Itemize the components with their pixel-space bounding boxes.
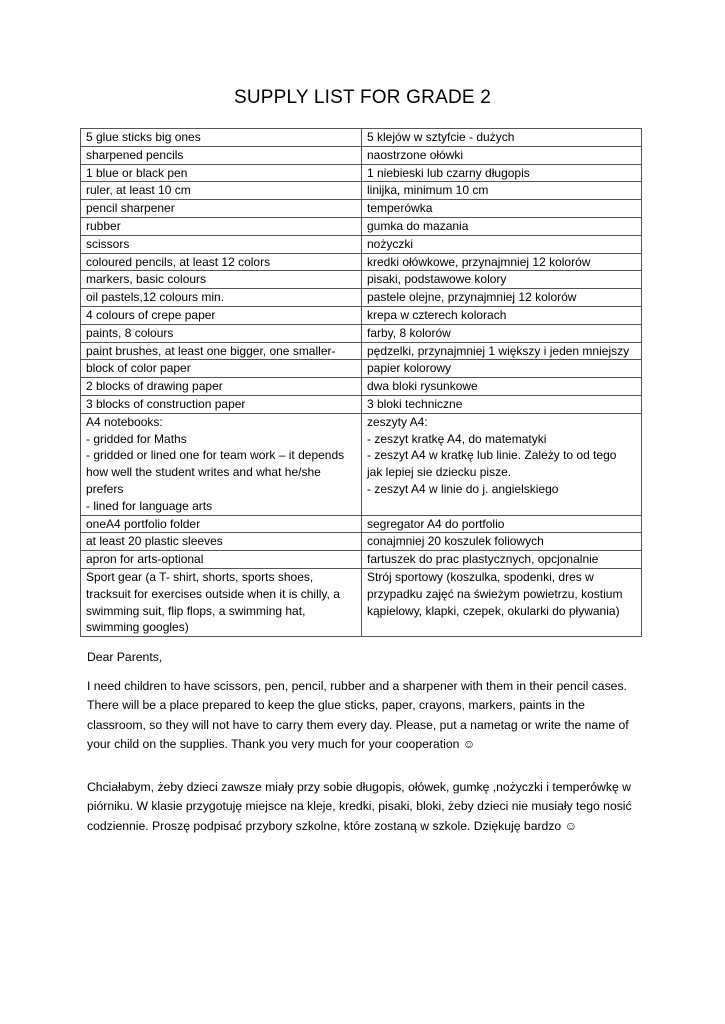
table-row (81, 217, 642, 235)
item-polish: linijka, minimum 10 cm (362, 182, 642, 200)
item-english: pencil sharpener (81, 200, 362, 218)
item-english: ruler, at least 10 cm (81, 182, 362, 200)
item-english: 3 blocks of construction paper (81, 395, 362, 413)
item-polish: segregator A4 do portfolio (362, 515, 642, 533)
item-polish: zeszyty A4: - zeszyt kratkę A4, do matematyki - zeszyt A4 w kratkę lub linie. Zależy to od tego jak lepiej sie dziecku pisze. - zeszyt A4 w linie do j. angielskiego (362, 413, 642, 515)
letter-english-paragraph: I need children to have scissors, pen, pencil, rubber and a sharpener with them in their pencil cases. There will be a place prepared to keep the glue sticks, paper, crayons, markers, paints in the classroom, so they will not have to carry them every day. Please, put a nametag or write the name of your child on the supplies. Thank you very much for your cooperation ☺ (87, 679, 629, 751)
table-row (81, 271, 642, 289)
item-polish: fartuszek do prac plastycznych, opcjonalnie (362, 551, 642, 569)
item-polish: nożyczki (362, 235, 642, 253)
supply-table (80, 128, 642, 637)
item-polish: 3 bloki techniczne (362, 395, 642, 413)
item-english: 1 blue or black pen (81, 164, 362, 182)
item-english: Sport gear (a T- shirt, shorts, sports shoes, tracksuit for exercises outside when it is chilly, a swimming suit, flip flops, a swimming hat, swimming googles) (81, 568, 362, 636)
item-polish: papier kolorowy (362, 360, 642, 378)
letter-polish-paragraph: Chciałabym, żeby dzieci zawsze miały przy sobie długopis, ołówek, gumkę ,nożyczki i temperówkę w piórniku. W klasie przygotuję miejsce na kleje, kredki, pisaki, bloki, żeby dzieci nie musiały tego nosić codziennie. Proszę podpisać przybory szkolne, które zostaną w szkole. Dziękuję bardzo ☺ (87, 780, 632, 833)
table-row (81, 253, 642, 271)
letter-greeting: Dear Parents, (87, 650, 163, 664)
item-polish: temperówka (362, 200, 642, 218)
item-polish: pastele olejne, przynajmniej 12 kolorów (362, 289, 642, 307)
item-english: markers, basic colours (81, 271, 362, 289)
table-row (81, 395, 642, 413)
item-english: coloured pencils, at least 12 colors (81, 253, 362, 271)
item-english: 2 blocks of drawing paper (81, 378, 362, 396)
item-english: at least 20 plastic sleeves (81, 533, 362, 551)
table-row (81, 342, 642, 360)
item-english: rubber (81, 217, 362, 235)
item-english: apron for arts-optional (81, 551, 362, 569)
item-polish: naostrzone ołówki (362, 146, 642, 164)
item-english: paint brushes, at least one bigger, one smaller- (81, 342, 362, 360)
item-english: 4 colours of crepe paper (81, 306, 362, 324)
item-polish: pędzelki, przynajmniej 1 większy i jeden mniejszy (362, 342, 642, 360)
table-row (81, 200, 642, 218)
item-polish: kredki ołówkowe, przynajmniej 12 kolorów (362, 253, 642, 271)
item-english: scissors (81, 235, 362, 253)
item-english: A4 notebooks: - gridded for Maths - gridded or lined one for team work – it depends how well the student writes and what he/she prefers - lined for language arts (81, 413, 362, 515)
table-row (81, 360, 642, 378)
item-english: oil pastels,12 colours min. (81, 289, 362, 307)
table-row (81, 515, 642, 533)
table-row (81, 146, 642, 164)
item-english: block of color paper (81, 360, 362, 378)
table-row (81, 164, 642, 182)
item-polish: 1 niebieski lub czarny długopis (362, 164, 642, 182)
table-row (81, 289, 642, 307)
item-english: oneA4 portfolio folder (81, 515, 362, 533)
table-row (81, 533, 642, 551)
table-row (81, 306, 642, 324)
table-row (81, 551, 642, 569)
item-polish: Strój sportowy (koszulka, spodenki, dres w przypadku zajęć na świeżym powietrzu, kostium kąpielowy, klapki, czepek, okularki do pływania) (362, 568, 642, 636)
table-row (81, 378, 642, 396)
page-title: SUPPLY LIST FOR GRADE 2 (234, 87, 491, 108)
table-row (81, 182, 642, 200)
table-row (81, 235, 642, 253)
item-english: 5 glue sticks big ones (81, 129, 362, 147)
item-polish: 5 klejów w sztyfcie - dużych (362, 129, 642, 147)
item-polish: krepa w czterech kolorach (362, 306, 642, 324)
item-english: sharpened pencils (81, 146, 362, 164)
table-row (81, 324, 642, 342)
supply-table-body (81, 129, 642, 637)
item-polish: farby, 8 kolorów (362, 324, 642, 342)
item-polish: conajmniej 20 koszulek foliowych (362, 533, 642, 551)
item-english: paints, 8 colours (81, 324, 362, 342)
table-row (81, 413, 642, 515)
table-row (81, 568, 642, 636)
item-polish: gumka do mazania (362, 217, 642, 235)
item-polish: dwa bloki rysunkowe (362, 378, 642, 396)
item-polish: pisaki, podstawowe kolory (362, 271, 642, 289)
table-row (81, 129, 642, 147)
